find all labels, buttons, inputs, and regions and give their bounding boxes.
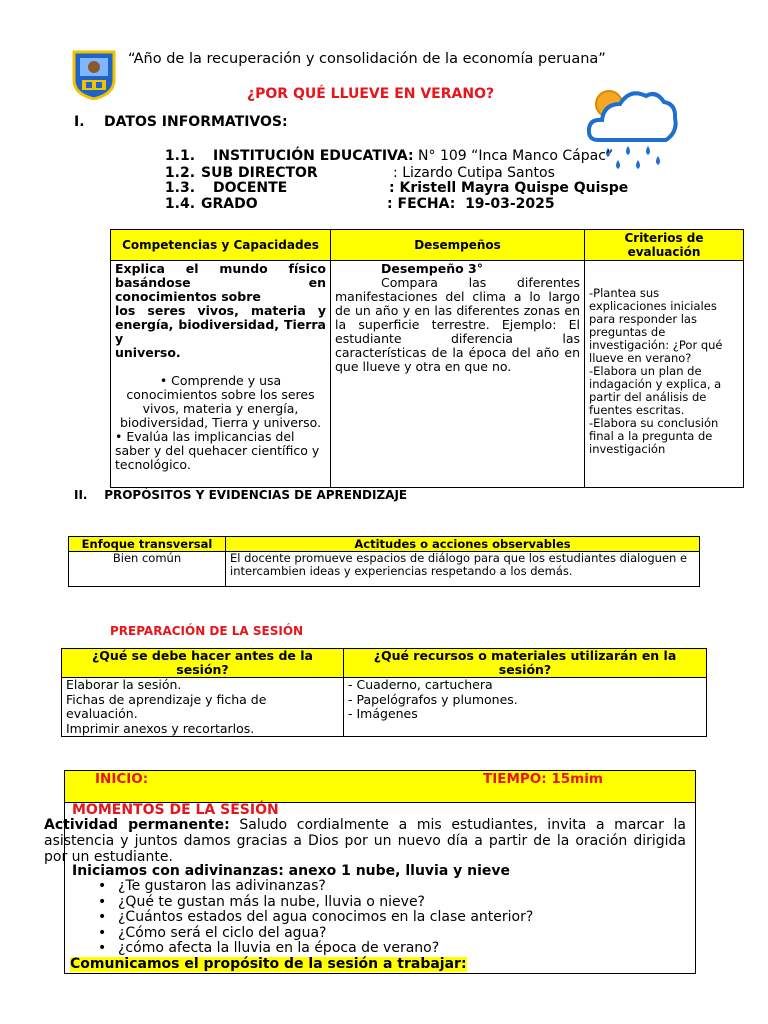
header-enfoque: Enfoque transversal	[69, 537, 226, 552]
school-crest-icon	[72, 50, 116, 100]
datos-value: : Lizardo Cutipa Santos	[393, 165, 555, 181]
adivinanzas-line: Iniciamos con adivinanzas: anexo 1 nube, lluvia y nieve	[72, 863, 511, 879]
criterio-item: -Elabora un plan de indagación y explica, a partir del análisis de fuentes escritas.	[589, 364, 722, 417]
comunicamos-line: Comunicamos el propósito de la sesión a trabajar:	[70, 956, 467, 972]
datos-label: INSTITUCIÓN EDUCATIVA:	[213, 148, 414, 164]
capacidad-item: • Evalúa las implicancias del saber y del quehacer científico y tecnológico.	[115, 429, 320, 472]
header-desempenos: Desempeños	[331, 230, 585, 261]
competencias-cell	[111, 261, 331, 488]
actividad-text: Saludo cordialmente a mis estudiantes, invita a marcar la asistencia y juntos damos gracias a Dios por un nuevo día a partir de la oración dirigida por un estudiante.	[44, 817, 686, 865]
list-item: • ¿cómo afecta la lluvia en la época de verano?	[72, 941, 533, 957]
antes-item: Imprimir anexos y recortarlos.	[66, 720, 255, 736]
preparacion-title: PREPARACIÓN DE LA SESIÓN	[110, 624, 304, 638]
datos-value: N° 109 “Inca Manco Cápac”	[413, 148, 614, 164]
preguntas-list	[72, 879, 533, 957]
criterio-item: -Plantea sus explicaciones iniciales para responder las preguntas de investigación: ¿Por qué llueve en verano?	[589, 286, 723, 365]
recurso-item: - Cuaderno, cartuchera	[348, 677, 493, 692]
desempeno-text: Compara las diferentes manifestaciones del clima a lo largo de un año y en las diferentes zonas en la superficie terrestre. Ejemplo: El estudiante diferencia las características de la época del año en que llueve y otra en que no.	[335, 275, 580, 374]
antes-cell	[62, 678, 344, 737]
momentos-title: MOMENTOS DE LA SESIÓN	[72, 802, 279, 818]
capacidad-item: • Comprende y usa conocimientos sobre los seres vivos, materia y energía, biodiversidad, Tierra y universo.	[119, 373, 322, 430]
datos-label: GRADO	[201, 196, 258, 212]
datos-num: 1.4.	[164, 196, 196, 212]
preparacion-table	[61, 648, 707, 737]
criterio-item: -Elabora su conclusión final a la pregunta de investigación	[589, 416, 719, 456]
actividad-permanente	[44, 817, 686, 865]
recurso-item: - Imágenes	[348, 706, 418, 721]
datos-num: 1.2.	[164, 165, 196, 181]
list-item: • ¿Cuántos estados del agua conocimos en la clase anterior?	[72, 910, 533, 926]
antes-item: Fichas de aprendizaje y ficha de evaluación.	[66, 691, 267, 721]
list-item: • ¿Cómo será el ciclo del agua?	[72, 926, 533, 942]
inicio-header	[65, 771, 695, 803]
page-title: ¿POR QUÉ LLUEVE EN VERANO?	[247, 86, 495, 102]
datos-label: SUB DIRECTOR	[201, 165, 318, 181]
criterios-cell	[585, 261, 744, 488]
section-propositos: II. PROPÓSITOS Y EVIDENCIAS DE APRENDIZAJE	[74, 488, 408, 502]
datos-num: 1.3.	[164, 180, 196, 196]
competencia-title: los seres vivos, materia y energía, biodiversidad, Tierra y	[115, 303, 326, 346]
inicio-tiempo: TIEMPO: 15mim	[483, 771, 603, 787]
datos-label: DOCENTE	[213, 180, 288, 196]
actividad-label: Actividad permanente:	[44, 817, 230, 833]
datos-num: 1.1.	[164, 148, 196, 164]
inicio-label: INICIO:	[95, 771, 149, 787]
competencia-title: universo.	[115, 345, 181, 360]
actitud-value: El docente promueve espacios de diálogo para que los estudiantes dialoguen e intercambien ideas y experiencias respetando a los demás.	[226, 552, 700, 587]
list-item: • ¿Qué te gustan más la nube, lluvia o nieve?	[72, 895, 533, 911]
header-actitudes: Actitudes o acciones observables	[226, 537, 700, 552]
recursos-cell	[344, 678, 707, 737]
year-motto: “Año de la recuperación y consolidación de la economía peruana”	[128, 51, 606, 67]
datos-value: : Kristell Mayra Quispe Quispe	[389, 180, 629, 196]
recurso-item: - Papelógrafos y plumones.	[348, 691, 518, 707]
enfoque-table	[68, 536, 700, 587]
header-antes: ¿Qué se debe hacer antes de la sesión?	[62, 649, 344, 678]
antes-item: Elaborar la sesión.	[66, 677, 182, 692]
desempeno-title: Desempeño 3°	[381, 261, 484, 276]
header-criterios: Criterios de evaluación	[585, 230, 744, 261]
enfoque-value: Bien común	[69, 552, 226, 587]
list-item: • ¿Te gustaron las adivinanzas?	[72, 879, 533, 895]
datos-value: : FECHA: 19-03-2025	[387, 196, 555, 212]
header-recursos: ¿Qué recursos o materiales utilizarán en la sesión?	[344, 649, 707, 678]
datos-row-4	[156, 180, 555, 212]
competencia-title: conocimientos sobre	[115, 289, 261, 304]
competencias-table	[110, 229, 744, 488]
competencia-title: Explica el mundo físico basándose en	[115, 261, 326, 290]
desempenos-cell	[331, 261, 585, 488]
section-datos-informativos: I. DATOS INFORMATIVOS:	[74, 114, 288, 130]
header-competencias: Competencias y Capacidades	[111, 230, 331, 261]
